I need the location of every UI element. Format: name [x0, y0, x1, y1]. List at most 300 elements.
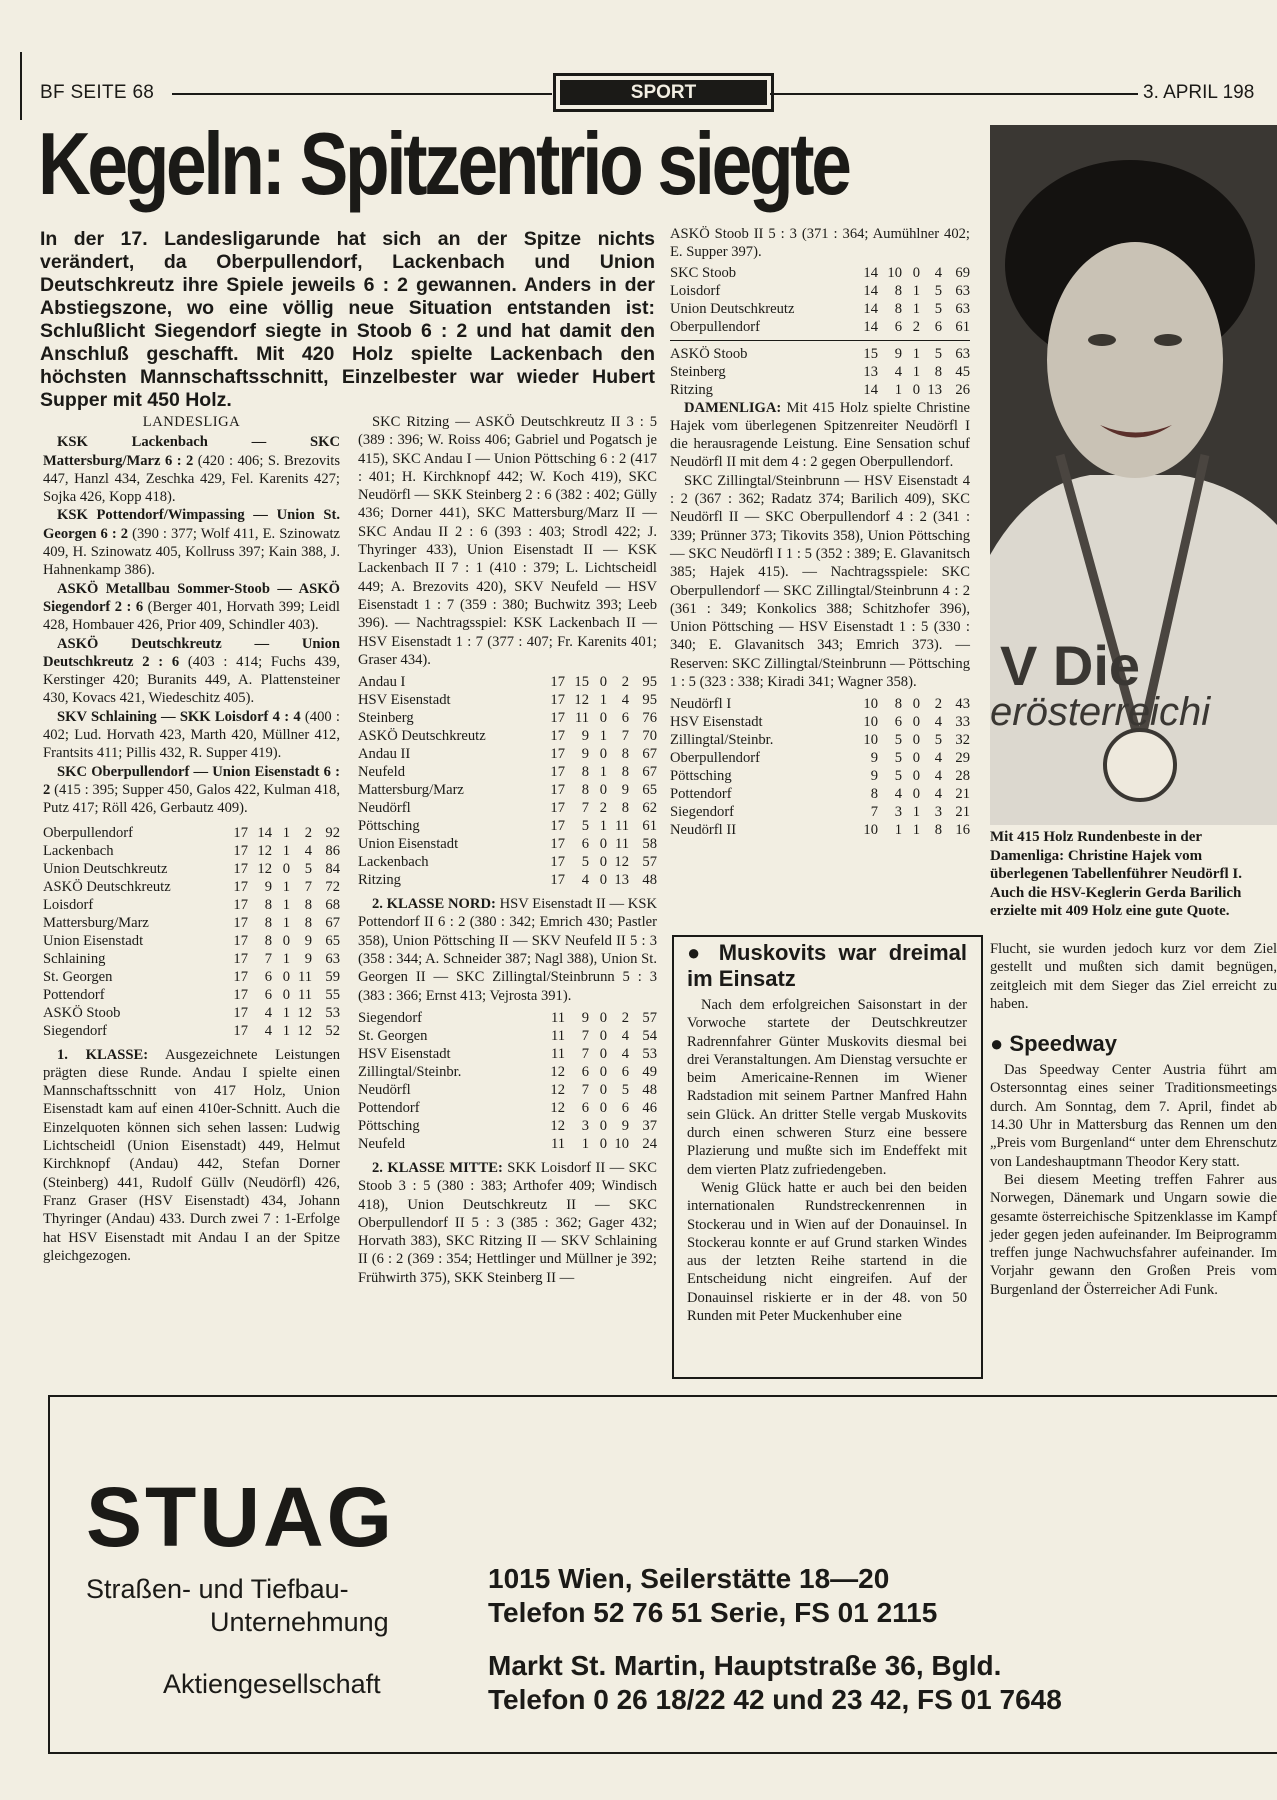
headline: Kegeln: Spitzentrio siegte — [38, 114, 849, 213]
stat-cell: 1 — [282, 1004, 290, 1021]
stat-cell: 6 — [621, 710, 629, 727]
stat-cell: 4 — [621, 692, 629, 709]
stat-cell: 11 — [297, 968, 312, 985]
eye-left — [1088, 334, 1116, 346]
section-heading-landesliga: LANDESLIGA — [142, 414, 241, 430]
shirt-text-2: erösterreichi — [990, 690, 1211, 734]
result-paragraph — [43, 580, 340, 635]
stat-cell: 8 — [264, 932, 272, 949]
standings-table — [670, 345, 970, 399]
table-row — [358, 817, 657, 835]
stat-cell: 8 — [264, 914, 272, 931]
stat-cell: 76 — [642, 710, 657, 727]
team-cell: Loisdorf — [670, 282, 721, 299]
stat-cell: 16 — [955, 822, 970, 839]
stat-cell: 11 — [574, 710, 589, 727]
stat-cell: 8 — [934, 363, 942, 380]
stat-cell: 15 — [863, 345, 878, 362]
team-cell: Neufeld — [358, 764, 406, 781]
team-cell: ASKÖ Stoob — [43, 1004, 121, 1021]
stat-cell: 26 — [955, 381, 970, 398]
team-cell: Steinberg — [358, 710, 414, 727]
klasse-label: 1. KLASSE: — [57, 1046, 149, 1063]
table-row — [670, 264, 970, 282]
stat-cell: 8 — [621, 800, 629, 817]
stat-cell: 12 — [297, 1004, 312, 1021]
stat-cell: 7 — [621, 728, 629, 745]
team-cell: ASKÖ Deutschkreutz — [43, 878, 171, 895]
stat-cell: 8 — [934, 822, 942, 839]
table-divider — [670, 340, 970, 341]
stat-cell: 13 — [614, 872, 629, 889]
stat-cell: 2 — [934, 696, 942, 713]
stat-cell: 17 — [550, 800, 565, 817]
table-row — [358, 1117, 657, 1135]
match-detail: (400 : 402; Lud. Horvath 423, Marth 420, Müllner 412, Frantsits 411; Pillis 432, R. Supper 419). — [43, 708, 340, 762]
stat-cell: 67 — [325, 914, 340, 931]
stat-cell: 48 — [642, 1081, 657, 1098]
stat-cell: 12 — [550, 1063, 565, 1080]
stat-cell: 0 — [599, 872, 607, 889]
team-cell: Zillingtal/Steinbr. — [358, 1063, 462, 1080]
stat-cell: 17 — [550, 836, 565, 853]
stat-cell: 10 — [887, 264, 902, 281]
stat-cell: 0 — [599, 1009, 607, 1026]
table-row — [358, 781, 657, 799]
table-row — [358, 763, 657, 781]
bullet-icon: ● — [990, 1031, 1004, 1057]
stat-cell: 24 — [642, 1135, 657, 1152]
team-cell: Neudörfl I — [670, 696, 732, 713]
team-cell: Siegendorf — [43, 1022, 108, 1039]
standings-table — [670, 264, 970, 336]
table-row — [670, 318, 970, 336]
stat-cell: 49 — [642, 1063, 657, 1080]
stat-cell: 17 — [233, 986, 248, 1003]
stat-cell: 0 — [599, 1063, 607, 1080]
table-row — [43, 842, 340, 860]
stat-cell: 4 — [894, 363, 902, 380]
photo-caption: Mit 415 Holz Rundenbeste in der Damenliga: Christine Hajek vom überlegenen Tabellenführer Neudörfl I. Auch die HSV-Keglerin Gerda Barilich erzielte mit 409 Holz eine gute Quote. — [990, 829, 1242, 919]
results-paragraph: SKC Ritzing — ASKÖ Deutschkreutz II 3 : 5 (389 : 396; W. Roiss 406; Gabriel und Pogatsch je 415), SKC Andau I — Union Pöttsching 6 : 2 (417 : 401; H. Kirchknopf 442; W. Koch 419), SKC Neudörfl — SKK Steinberg 2 : 6 (382 : 402; Gülly 436; Dorner 441), SKC Mattersburg/Marz II — SKC Andau II 2 : 6 (393 : 403; Strodl 422; J. Thyringer 433), Union Eisenstadt II — KSK Lackenbach II 7 : 1 (410 : 379; L. Lichtscheidl 449; A. Brezovits 420), SKV Neufeld — HSV Eisenstadt 1 : 7 (359 : 380; Buchwitz 393; Leeb 396). — Nachtragsspiel: KSK Lackenbach II — HSV Eisenstadt 1 : 7 (377 : 407; Fr. Karenits 401; Graser 434). — [358, 414, 657, 668]
stat-cell: 17 — [233, 878, 248, 895]
stat-cell: 8 — [621, 746, 629, 763]
table-row — [358, 1027, 657, 1045]
stat-cell: 6 — [581, 1063, 589, 1080]
stat-cell: 1 — [912, 822, 920, 839]
stat-cell: 0 — [599, 1117, 607, 1134]
muskovits-title — [687, 940, 967, 992]
stat-cell: 2 — [621, 1009, 629, 1026]
stat-cell: 8 — [894, 300, 902, 317]
mitte-text: SKK Loisdorf II — SKC Stoob 3 : 5 (380 : 383; Arthofer 409; Windisch 418), Union Deutschkreutz II — SKC Oberpullendorf II 5 : 3 (385 : 362; Gager 432; Horvath 383), SKC Ritzing II — SKV Schlaining II (6 : 2 (369 : 354; Hettlinger und Müllner je 392; Frühwirth 375), SKK Steinberg II — — [358, 1159, 658, 1286]
stat-cell: 63 — [325, 950, 340, 967]
stat-cell: 7 — [581, 1045, 589, 1062]
stat-cell: 1 — [894, 381, 902, 398]
stat-cell: 3 — [894, 804, 902, 821]
stat-cell: 0 — [282, 860, 290, 877]
stat-cell: 0 — [599, 1135, 607, 1152]
table-row — [43, 914, 340, 932]
stat-cell: 0 — [912, 381, 920, 398]
team-cell: Siegendorf — [358, 1009, 423, 1026]
stat-cell: 3 — [934, 804, 942, 821]
team-cell: Pöttsching — [358, 1117, 420, 1134]
team-cell: Zillingtal/Steinbr. — [670, 732, 774, 749]
stat-cell: 11 — [614, 818, 629, 835]
stat-cell: 21 — [955, 786, 970, 803]
stat-cell: 0 — [282, 932, 290, 949]
bullet-icon: ● — [687, 940, 707, 965]
stat-cell: 10 — [863, 822, 878, 839]
stat-cell: 9 — [264, 878, 272, 895]
stat-cell: 62 — [642, 800, 657, 817]
stat-cell: 11 — [614, 836, 629, 853]
stat-cell: 53 — [642, 1045, 657, 1062]
stat-cell: 17 — [233, 968, 248, 985]
stat-cell: 0 — [599, 1045, 607, 1062]
stat-cell: 4 — [581, 872, 589, 889]
team-cell: Steinberg — [670, 363, 726, 380]
stat-cell: 0 — [599, 836, 607, 853]
stat-cell: 12 — [257, 842, 272, 859]
table-row — [43, 986, 340, 1004]
stat-cell: 7 — [870, 804, 878, 821]
stat-cell: 17 — [550, 746, 565, 763]
team-cell: Ritzing — [670, 381, 713, 398]
speedway-column — [990, 940, 1277, 1299]
muskovits-p3: Flucht, sie wurden jedoch kurz vor dem Ziel gestellt und mußten sich damit begnügen, zeitgleich mit dem Sieger das Ziel erreicht zu haben. — [990, 941, 1277, 1012]
stat-cell: 13 — [863, 363, 878, 380]
team-cell: Neudörfl — [358, 800, 411, 817]
stat-cell: 17 — [233, 932, 248, 949]
stat-cell: 1 — [282, 950, 290, 967]
team-cell: Mattersburg/Marz — [43, 914, 149, 931]
table-row — [670, 363, 970, 381]
table-row — [358, 1099, 657, 1117]
speedway-p2: Bei diesem Meeting treffen Fahrer aus Norwegen, Dänemark und Ungarn sowie die gesamte österreichische Spitzenklasse im Kampf jeder gegen jeden aufeinander. Im Beiprogramm treffen junge Nachwuchsfahrer aufeinander. Im Vorjahr gewann den Großen Preis vom Burgenland der Österreicher Adi Funk. — [990, 1171, 1277, 1298]
team-cell: Pottendorf — [358, 1099, 420, 1116]
damen-results: SKC Zillingtal/Steinbrunn — HSV Eisenstadt 4 : 2 (367 : 362; Radatz 374; Barilich 409), SKC Neudörfl II — SKC Oberpullendorf 4 : 2 (341 : 339; Prünner 373; Tikovits 358), Union Pöttsching — SKC Neudörfl I 1 : 5 (352 : 389; E. Glavanitsch 385; Hajek 415). — Nachtragsspiele: SKC Oberpullendorf — SKC Zillingtal/Steinbrunn 4 : 2 (361 : 349; Konkolics 388; Schitzhofer 396), Union Pöttsching — HSV Eisenstadt 1 : 5 (330 : 340; E. Glavanitsch 343; Emrich 373). — Reserven: SKC Zillingtal/Steinbrunn — Pöttsching 1 : 5 (323 : 338; Kiradi 341; Wagner 358). — [670, 472, 970, 691]
stat-cell: 0 — [912, 714, 920, 731]
stat-cell: 9 — [870, 768, 878, 785]
mitte-label: 2. KLASSE MITTE: — [372, 1159, 503, 1176]
stat-cell: 12 — [574, 692, 589, 709]
stat-cell: 11 — [297, 986, 312, 1003]
team-cell: Ritzing — [358, 872, 401, 889]
stat-cell: 17 — [233, 1022, 248, 1039]
stat-cell: 9 — [304, 932, 312, 949]
stat-cell: 4 — [621, 1045, 629, 1062]
face-shape — [1047, 242, 1223, 478]
stat-cell: 54 — [642, 1027, 657, 1044]
table-row — [670, 713, 970, 731]
stat-cell: 1 — [282, 824, 290, 841]
stat-cell: 0 — [282, 986, 290, 1003]
stat-cell: 11 — [550, 1135, 565, 1152]
stat-cell: 12 — [550, 1099, 565, 1116]
stat-cell: 55 — [325, 986, 340, 1003]
stat-cell: 0 — [912, 786, 920, 803]
stat-cell: 57 — [642, 1009, 657, 1026]
stat-cell: 4 — [264, 1022, 272, 1039]
stat-cell: 9 — [581, 746, 589, 763]
stat-cell: 5 — [934, 345, 942, 362]
stat-cell: 2 — [304, 824, 312, 841]
stat-cell: 9 — [581, 1009, 589, 1026]
stat-cell: 5 — [934, 300, 942, 317]
issue-date: 3. APRIL 198 — [1143, 82, 1255, 103]
muskovits-title-text: Muskovits war dreimal im Einsatz — [687, 940, 967, 991]
column-landesliga — [43, 413, 340, 1265]
stat-cell: 12 — [257, 860, 272, 877]
stat-cell: 0 — [599, 1081, 607, 1098]
stat-cell: 6 — [894, 714, 902, 731]
stat-cell: 7 — [581, 800, 589, 817]
ad-brand: STUAG — [86, 1470, 395, 1564]
klasse-paragraph — [43, 1046, 340, 1266]
klasse-text: Ausgezeichnete Leistungen prägten diese Runde. Andau I spielte einen Mannschaftsschnitt von 417 Holz, Union Eisenstadt kam auf einen 410er-Schnitt. Auch die Einzelquoten können sich sehen lassen: Ludwig Lichtscheidl (Union Eisenstadt) 449, Helmut Kirchknopf (Andau) 442, Stefan Dorner (Steinberg) 441, Rudolf Güllv (Neudörfl) 426, Franz Graser (HSV Eisenstadt) 434, Johann Thyringer (Andau) 433. Durch zwei 7 : 1-Erfolge hat HSV Eisenstadt mit Andau I an der Spitze gleichgezogen. — [43, 1046, 340, 1264]
table-row — [670, 381, 970, 399]
stat-cell: 6 — [264, 986, 272, 1003]
team-cell: Mattersburg/Marz — [358, 782, 464, 799]
stat-cell: 2 — [912, 318, 920, 335]
table-row — [670, 695, 970, 713]
stat-cell: 17 — [233, 1004, 248, 1021]
stat-cell: 61 — [642, 818, 657, 835]
stat-cell: 84 — [325, 860, 340, 877]
table-row — [670, 345, 970, 363]
stat-cell: 17 — [233, 860, 248, 877]
match-teams: KSK Lackenbach — SKC Mattersburg/Marz 6 : 2 — [43, 434, 340, 469]
stat-cell: 6 — [581, 1099, 589, 1116]
stat-cell: 59 — [325, 968, 340, 985]
stat-cell: 17 — [550, 692, 565, 709]
stat-cell: 6 — [934, 318, 942, 335]
ad-tagline-3: Aktiengesellschaft — [163, 1669, 381, 1699]
table-row — [358, 835, 657, 853]
stat-cell: 0 — [912, 264, 920, 281]
stat-cell: 1 — [894, 822, 902, 839]
column-results-3 — [670, 225, 970, 839]
stat-cell: 14 — [863, 381, 878, 398]
team-cell: Schlaining — [43, 950, 106, 967]
match-detail: (420 : 406; S. Brezovits 447, Hanzl 434, Zeschka 429, Fel. Karenits 427; Sojka 426, Kopp 418). — [43, 452, 340, 506]
stat-cell: 1 — [282, 1022, 290, 1039]
stat-cell: 7 — [581, 1027, 589, 1044]
team-cell: Andau II — [358, 746, 411, 763]
ad-tagline-2: Unternehmung — [210, 1607, 389, 1637]
stat-cell: 53 — [325, 1004, 340, 1021]
team-cell: Oberpullendorf — [670, 750, 760, 767]
match-teams: SKC Oberpullendorf — Union Eisenstadt 6 : 2 — [43, 763, 340, 798]
match-detail: (415 : 395; Supper 450, Galos 422, Kulman 418, Putz 417; Röll 426, Gerbautz 409). — [43, 781, 340, 817]
table-row — [43, 1022, 340, 1040]
stat-cell: 4 — [264, 1004, 272, 1021]
stat-cell: 0 — [599, 854, 607, 871]
stat-cell: 6 — [621, 1099, 629, 1116]
stat-cell: 29 — [955, 750, 970, 767]
table-row — [358, 1063, 657, 1081]
table-row — [670, 731, 970, 749]
stat-cell: 17 — [233, 842, 248, 859]
stat-cell: 0 — [599, 746, 607, 763]
stat-cell: 0 — [912, 696, 920, 713]
table-row — [43, 896, 340, 914]
stat-cell: 63 — [955, 282, 970, 299]
stat-cell: 9 — [304, 950, 312, 967]
stat-cell: 11 — [550, 1027, 565, 1044]
stat-cell: 10 — [863, 696, 878, 713]
stat-cell: 17 — [550, 674, 565, 691]
stat-cell: 48 — [642, 872, 657, 889]
stat-cell: 11 — [550, 1045, 565, 1062]
speedway-p1: Das Speedway Center Austria führt am Ostersonntag eines seiner Traditionsmeetings durch. Am Sonntag, dem 7. April, findet ab 14.30 Uhr in Mattersburg das Rennen um den „Preis vom Burgenland“ unter dem Ehrenschutz von Landeshauptmann Theodor Kery statt. — [990, 1062, 1277, 1170]
stat-cell: 0 — [599, 710, 607, 727]
stat-cell: 12 — [550, 1081, 565, 1098]
match-teams: ASKÖ Deutschkreutz — Union Deutschkreutz 2 : 6 — [43, 635, 340, 670]
table-row — [43, 932, 340, 950]
damen-text: Mit 415 Holz spielte Christine Hajek vom überlegenen Spitzenreiter Neudörfl I die herausragende Leistung. Eine Sensation schuf Neudörfl II mit dem 4 : 2 gegen Oberpullendorf. — [670, 399, 970, 471]
stat-cell: 5 — [581, 818, 589, 835]
speedway-title — [990, 1031, 1277, 1057]
stat-cell: 1 — [599, 728, 607, 745]
table-row — [43, 950, 340, 968]
table-row — [670, 300, 970, 318]
stat-cell: 15 — [574, 674, 589, 691]
stat-cell: 92 — [325, 824, 340, 841]
mitte-paragraph — [358, 1159, 657, 1287]
stat-cell: 1 — [581, 1135, 589, 1152]
team-cell: HSV Eisenstadt — [670, 714, 763, 731]
stat-cell: 0 — [599, 1027, 607, 1044]
stat-cell: 17 — [550, 728, 565, 745]
table-row — [358, 871, 657, 889]
stat-cell: 0 — [599, 674, 607, 691]
stat-cell: 0 — [599, 1099, 607, 1116]
stat-cell: 1 — [599, 692, 607, 709]
stat-cell: 8 — [870, 786, 878, 803]
result-paragraph — [43, 763, 340, 818]
stat-cell: 1 — [599, 818, 607, 835]
team-cell: Union Deutschkreutz — [670, 300, 795, 317]
stat-cell: 4 — [621, 1027, 629, 1044]
stat-cell: 69 — [955, 264, 970, 281]
damen-paragraph — [670, 399, 970, 472]
stat-cell: 10 — [863, 714, 878, 731]
damen-label: DAMENLIGA: — [684, 399, 782, 416]
ad-address-1: 1015 Wien, Seilerstätte 18—20 — [488, 1563, 890, 1594]
team-cell: Union Eisenstadt — [358, 836, 459, 853]
table-row — [358, 745, 657, 763]
table-row — [43, 860, 340, 878]
stat-cell: 1 — [599, 764, 607, 781]
lead-paragraph: In der 17. Landesligarunde hat sich an der Spitze nichts verändert, da Oberpullendorf, Lackenbach und Union Deutschkreutz ihre Spiele jeweils 6 : 2 gewannen. Anders in der Abstiegszone, wo eine völlig neue Situation entstanden ist: Schlußlicht Siegendorf siegte in Stoob 6 : 2 und hat damit den Anschluß geschafft. Mit 420 Holz spielte Lackenbach den höchsten Mannschaftsschnitt, Einzelbester war wieder Hubert Supper mit 450 Holz. — [40, 228, 655, 411]
stat-cell: 86 — [325, 842, 340, 859]
table-row — [670, 749, 970, 767]
table-row — [43, 1004, 340, 1022]
stat-cell: 28 — [955, 768, 970, 785]
stat-cell: 63 — [955, 300, 970, 317]
team-cell: Pöttsching — [358, 818, 420, 835]
team-cell: Union Eisenstadt — [43, 932, 144, 949]
left-margin-rule — [20, 52, 22, 120]
table-row — [43, 878, 340, 896]
team-cell: HSV Eisenstadt — [358, 1045, 451, 1062]
stat-cell: 1 — [912, 363, 920, 380]
stat-cell: 1 — [912, 300, 920, 317]
stat-cell: 7 — [304, 878, 312, 895]
nord-label: 2. KLASSE NORD: — [372, 896, 496, 913]
team-cell: Pottendorf — [43, 986, 105, 1003]
stat-cell: 1 — [282, 842, 290, 859]
stat-cell: 65 — [325, 932, 340, 949]
table-row — [358, 691, 657, 709]
stat-cell: 1 — [912, 282, 920, 299]
stat-cell: 9 — [894, 345, 902, 362]
team-cell: St. Georgen — [43, 968, 113, 985]
stat-cell: 8 — [621, 764, 629, 781]
muskovits-p2: Wenig Glück hatte er auch bei den beiden internationalen Rundstreckenrennen in Stockerau und in Wien auf der Donauinsel. In Stockerau konnte er auf Grund starken Windes aus der letzten Reihe startend in die Entscheidung nicht eingreifen. Auf der Donauinsel riskierte er in der 48. von 50 Runden mit Peter Muckenhuber eine — [687, 1179, 967, 1325]
stat-cell: 7 — [264, 950, 272, 967]
stat-cell: 61 — [955, 318, 970, 335]
muskovits-article — [687, 940, 967, 1325]
table-row — [358, 709, 657, 727]
stat-cell: 1 — [912, 804, 920, 821]
stat-cell: 3 — [581, 1117, 589, 1134]
table-row — [358, 1135, 657, 1153]
stat-cell: 10 — [614, 1135, 629, 1152]
result-paragraph — [43, 708, 340, 763]
stat-cell: 4 — [894, 786, 902, 803]
ad-phone-2: Telefon 0 26 18/22 42 und 23 42, FS 01 7648 — [488, 1684, 1062, 1715]
stat-cell: 95 — [642, 674, 657, 691]
stat-cell: 5 — [621, 1081, 629, 1098]
page-number: BF SEITE 68 — [40, 82, 155, 103]
team-cell: Loisdorf — [43, 896, 94, 913]
photo-illustration — [990, 125, 1277, 825]
stat-cell: 8 — [304, 896, 312, 913]
stat-cell: 8 — [581, 782, 589, 799]
result-paragraph — [43, 433, 340, 506]
table-row — [670, 282, 970, 300]
table-row — [358, 673, 657, 691]
stat-cell: 1 — [282, 878, 290, 895]
table-row — [670, 821, 970, 839]
match-detail: (390 : 377; Wolf 411, E. Szinowatz 409, H. Szinowatz 405, Kollruss 397; Kain 388, J. Hahnenkamp 386). — [43, 525, 340, 579]
stat-cell: 58 — [642, 836, 657, 853]
stat-cell: 5 — [894, 732, 902, 749]
stat-cell: 17 — [550, 782, 565, 799]
team-cell: SKC Stoob — [670, 264, 737, 281]
team-cell: Pottendorf — [670, 786, 732, 803]
stat-cell: 46 — [642, 1099, 657, 1116]
stat-cell: 1 — [282, 914, 290, 931]
stat-cell: 52 — [325, 1022, 340, 1039]
team-cell: HSV Eisenstadt — [358, 692, 451, 709]
stat-cell: 4 — [934, 750, 942, 767]
header-rule-left — [172, 93, 552, 95]
shirt-text-1: V Die — [1000, 634, 1141, 697]
stat-cell: 65 — [642, 782, 657, 799]
team-cell: St. Georgen — [358, 1027, 428, 1044]
result-paragraph — [43, 635, 340, 708]
stat-cell: 14 — [257, 824, 272, 841]
table-row — [43, 824, 340, 842]
table-row — [358, 727, 657, 745]
stat-cell: 0 — [912, 768, 920, 785]
stat-cell: 37 — [642, 1117, 657, 1134]
